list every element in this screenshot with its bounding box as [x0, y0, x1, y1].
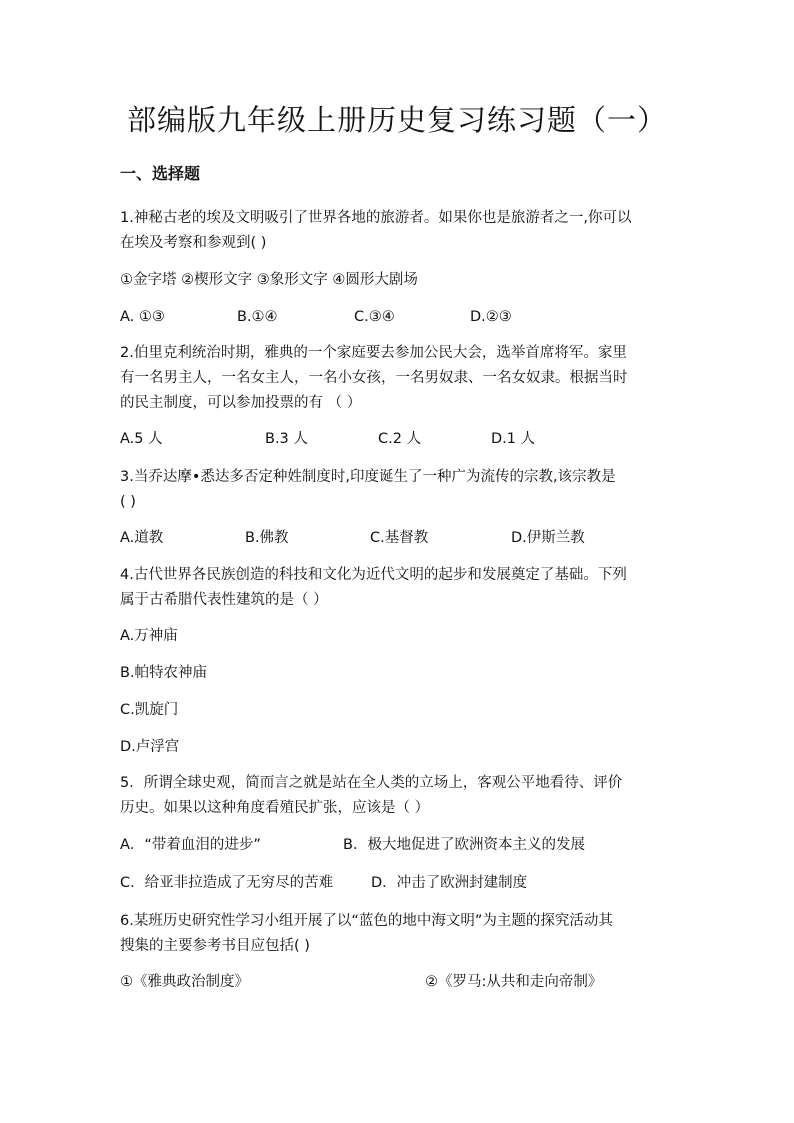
question-5-line-1: 5．所谓全球史观，简而言之就是站在全人类的立场上，客观公平地看待、评价 — [120, 775, 623, 791]
question-2-option-a: A.5 人 — [120, 431, 163, 447]
question-6-item-2: ②《罗马:从共和走向帝制》 — [425, 974, 603, 990]
question-4-option-b: B.帕特农神庙 — [120, 665, 208, 681]
question-6-item-1: ①《雅典政治制度》 — [120, 974, 249, 990]
question-4-option-c: C.凯旋门 — [120, 702, 179, 718]
question-2-option-d: D.1 人 — [491, 431, 536, 447]
page-title: 部编版九年级上册历史复习练习题（一） — [126, 103, 667, 137]
question-1-line-1: 1.神秘古老的埃及文明吸引了世界各地的旅游者。如果你也是旅游者之一,你可以 — [120, 210, 632, 226]
question-3-option-b: B.佛教 — [245, 530, 289, 546]
question-3-option-c: C.基督教 — [370, 530, 429, 546]
question-4-option-a: A.万神庙 — [120, 628, 178, 644]
question-1-option-b: B.①④ — [237, 309, 278, 325]
section-heading: 一、选择题 — [120, 164, 201, 183]
question-2-option-b: B.3 人 — [265, 431, 308, 447]
question-3-line-2: ( ) — [120, 494, 136, 510]
question-3-option-a: A.道教 — [120, 530, 164, 546]
question-2-line-2: 有一名男主人，一名女主人，一名小女孩，一名男奴隶、一名女奴隶。根据当时 — [120, 370, 628, 386]
question-5-option-d: D．冲击了欧洲封建制度 — [371, 875, 528, 891]
question-1-option-c: C.③④ — [354, 309, 395, 325]
question-6-line-2: 搜集的主要参考书目应包括( ) — [120, 938, 310, 954]
question-3-option-d: D.伊斯兰教 — [511, 530, 585, 546]
question-5-option-a: A．“带着血泪的进步” — [120, 837, 261, 853]
question-3-line-1: 3.当乔达摩•悉达多否定种姓制度时,印度诞生了一种广为流传的宗教,该宗教是 — [120, 469, 616, 485]
question-1-option-a: A. ①③ — [120, 309, 165, 325]
question-4-option-d: D.卢浮宫 — [120, 739, 180, 755]
question-5-option-b: B．极大地促进了欧洲资本主义的发展 — [343, 837, 585, 853]
question-2-line-3: 的民主制度，可以参加投票的有 （ ） — [120, 395, 362, 411]
question-2-option-c: C.2 人 — [378, 431, 422, 447]
question-1-line-2: 在埃及考察和参观到( ) — [120, 235, 267, 251]
question-6-line-1: 6.某班历史研究性学习小组开展了以“蓝色的地中海文明”为主题的探究活动其 — [120, 913, 613, 929]
question-2-line-1: 2.伯里克利统治时期，雅典的一个家庭要去参加公民大会，选举首席将军。家里 — [120, 345, 627, 361]
question-5-line-2: 历史。如果以这种角度看殖民扩张，应该是（ ） — [120, 800, 430, 816]
question-5-option-c: C．给亚非拉造成了无穷尽的苦难 — [120, 875, 334, 891]
question-4-line-2: 属于古希腊代表性建筑的是（ ） — [120, 592, 328, 608]
question-4-line-1: 4.古代世界各民族创造的科技和文化为近代文明的起步和发展奠定了基础。下列 — [120, 567, 627, 583]
question-1-items: ①金字塔 ②楔形文字 ③象形文字 ④圆形大剧场 — [120, 272, 418, 288]
question-1-option-d: D.②③ — [470, 309, 512, 325]
